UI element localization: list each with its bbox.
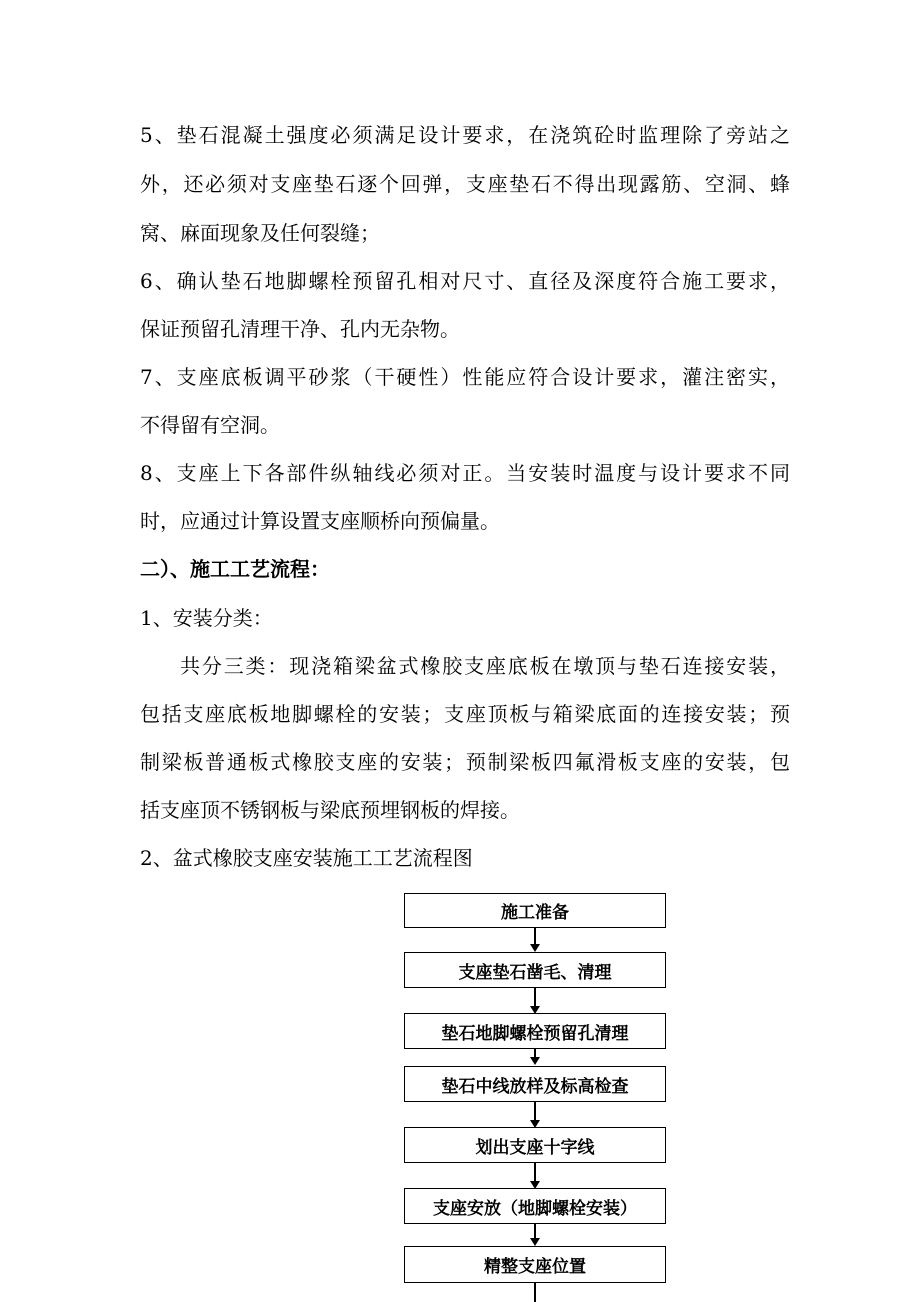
subsection-heading-2: 2、盆式橡胶支座安装施工工艺流程图 [140, 846, 473, 870]
flow-step-5: 划出支座十字线 [404, 1127, 666, 1163]
flow-step-7: 精整支座位置 [404, 1246, 666, 1283]
flow-step-3: 垫石地脚螺栓预留孔清理 [404, 1013, 666, 1049]
flow-arrow-6 [530, 1238, 540, 1246]
paragraph-6-line-1: 6、确认垫石地脚螺栓预留孔相对尺寸、直径及深度符合施工要求， [140, 269, 790, 293]
flow-connector-2 [534, 988, 536, 1006]
flow-arrow-1 [530, 944, 540, 952]
classification-line-1: 共分三类：现浇箱梁盆式橡胶支座底板在墩顶与垫石连接安装， [180, 654, 790, 678]
classification-line-4: 括支座顶不锈钢板与梁底预埋钢板的焊接。 [140, 798, 520, 822]
flow-connector-7 [534, 1283, 536, 1302]
flow-arrow-3 [530, 1057, 540, 1065]
flow-connector-5 [534, 1163, 536, 1182]
classification-line-3: 制梁板普通板式橡胶支座的安装；预制梁板四氟滑板支座的安装，包 [140, 750, 790, 774]
flow-connector-4 [534, 1102, 536, 1120]
paragraph-5-line-2: 外，还必须对支座垫石逐个回弹，支座垫石不得出现露筋、空洞、蜂 [140, 172, 790, 196]
flow-connector-1 [534, 928, 536, 945]
flow-step-4: 垫石中线放样及标高检查 [404, 1066, 666, 1102]
classification-line-2: 包括支座底板地脚螺栓的安装；支座顶板与箱梁底面的连接安装；预 [140, 702, 790, 726]
paragraph-8-line-1: 8、支座上下各部件纵轴线必须对正。当安装时温度与设计要求不同 [140, 461, 790, 485]
paragraph-7-line-1: 7、支座底板调平砂浆（干硬性）性能应符合设计要求，灌注密实， [140, 365, 790, 389]
paragraph-8-line-2: 时，应通过计算设置支座顺桥向预偏量。 [140, 509, 500, 533]
paragraph-5-line-1: 5、垫石混凝土强度必须满足设计要求，在浇筑砼时监理除了旁站之 [140, 123, 790, 147]
flow-connector-6 [534, 1224, 536, 1239]
flow-step-1: 施工准备 [404, 893, 666, 928]
subsection-heading-1: 1、安装分类： [140, 606, 273, 630]
paragraph-5-line-3: 窝、麻面现象及任何裂缝； [140, 221, 380, 245]
flow-step-2: 支座垫石凿毛、清理 [404, 952, 666, 988]
flow-step-6: 支座安放（地脚螺栓安装） [404, 1188, 666, 1224]
section-heading: 二）、施工工艺流程： [140, 557, 330, 581]
paragraph-7-line-2: 不得留有空洞。 [140, 413, 280, 437]
paragraph-6-line-2: 保证预留孔清理干净、孔内无杂物。 [140, 317, 460, 341]
